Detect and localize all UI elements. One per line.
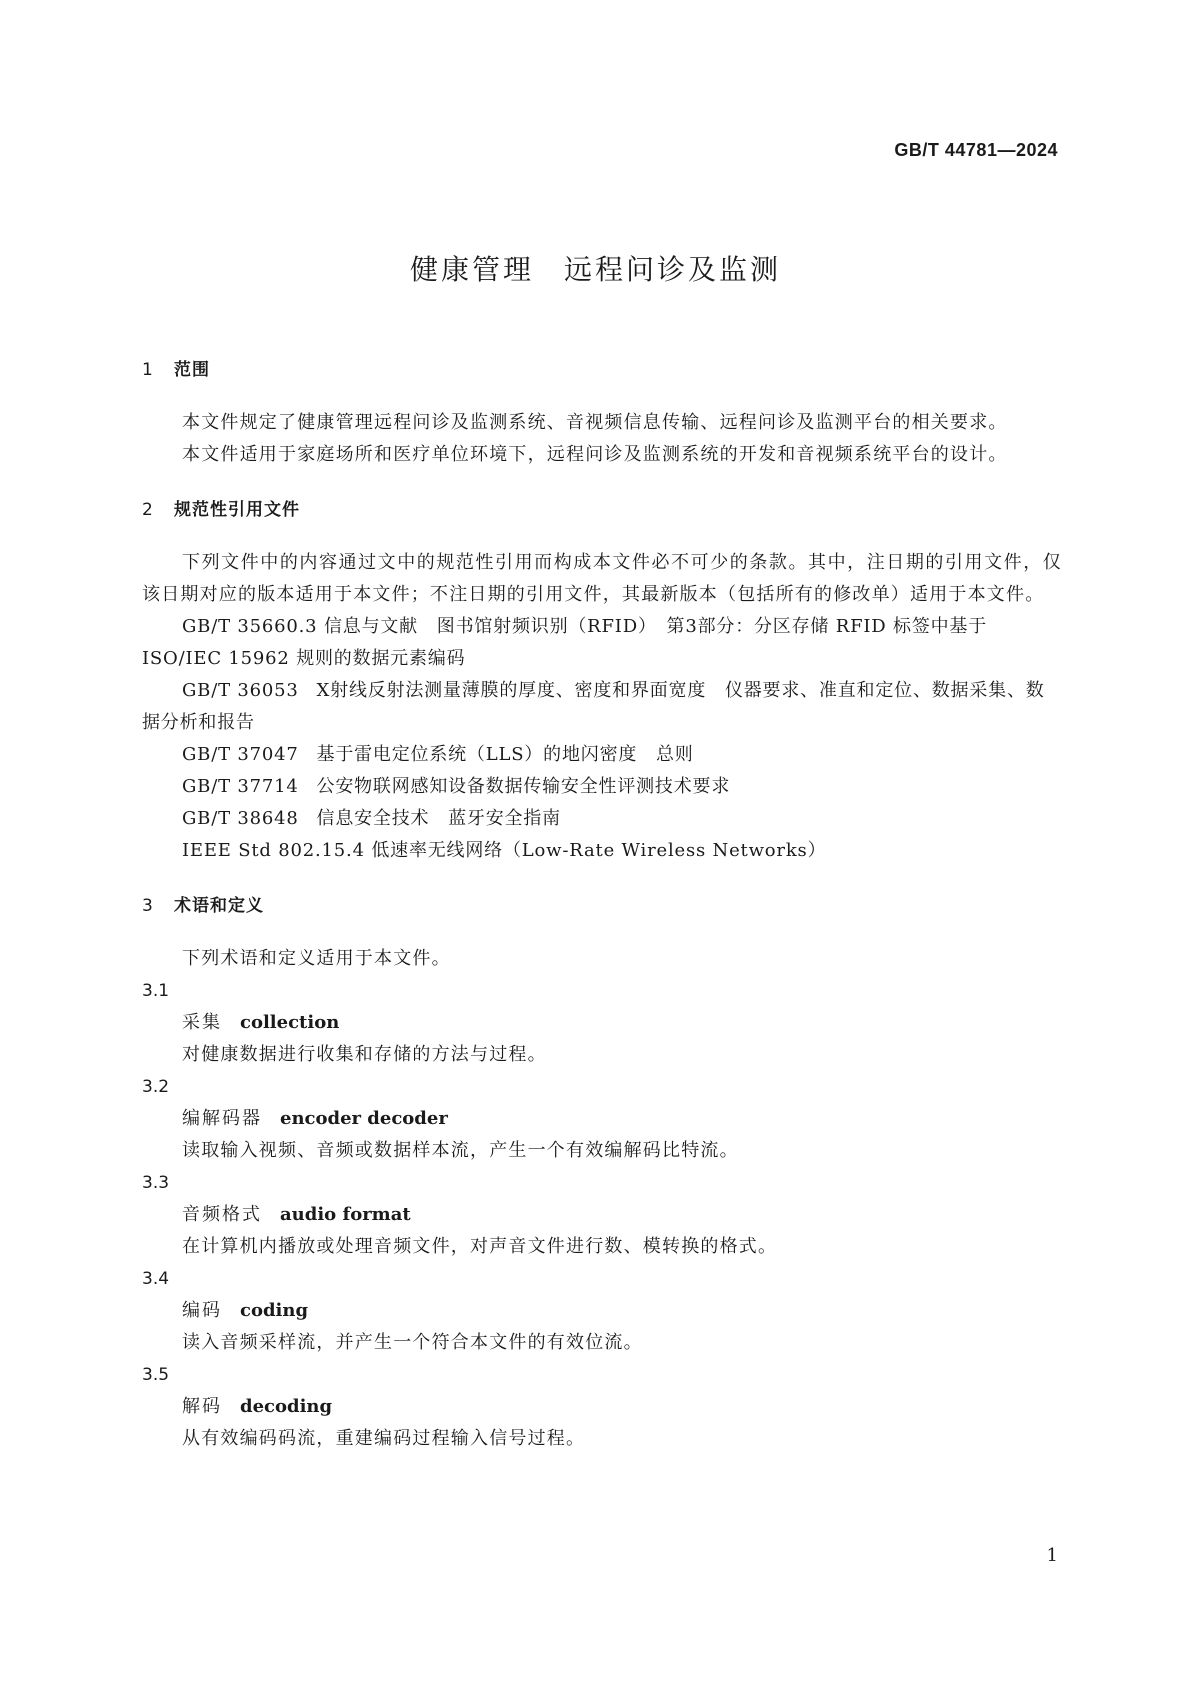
term-name-zh: 采集	[182, 1012, 222, 1033]
reference-title: 基于雷电定位系统（LLS）的地闪密度 总则	[316, 744, 694, 765]
section-number: 1	[142, 360, 154, 380]
term-name-en: audio format	[280, 1204, 411, 1225]
reference-title: X射线反射法测量薄膜的厚度、密度和界面宽度 仪器要求、准直和定位、数据采集、数据分析和报告	[142, 680, 1045, 733]
term-definition: 读取输入视频、音频或数据样本流，产生一个有效编解码比特流。	[182, 1140, 739, 1161]
document-body	[142, 355, 1062, 1455]
term-name-zh: 编码	[182, 1300, 222, 1321]
term-number: 3.5	[142, 1365, 170, 1385]
term-number: 3.3	[142, 1173, 170, 1193]
term-entry	[142, 1359, 1062, 1455]
title-part-2: 远程问诊及监测	[564, 253, 782, 286]
page-number: 1	[1046, 1545, 1058, 1566]
term-name-zh: 音频格式	[182, 1204, 262, 1225]
reference-item	[142, 835, 1062, 867]
term-name	[142, 1199, 1062, 1231]
section-2-heading	[142, 495, 1062, 525]
section-title: 范围	[174, 360, 210, 380]
term-name-zh: 编解码器	[182, 1108, 262, 1129]
section-1-heading	[142, 355, 1062, 385]
reference-code: IEEE Std 802.15.4	[182, 840, 365, 861]
reference-title: 公安物联网感知设备数据传输安全性评测技术要求	[316, 776, 731, 797]
reference-title: 信息安全技术 蓝牙安全指南	[316, 808, 561, 829]
term-name-zh: 解码	[182, 1396, 222, 1417]
title-part-1: 健康管理	[409, 253, 534, 286]
terms-intro: 下列术语和定义适用于本文件。	[182, 948, 451, 969]
term-entry	[142, 1167, 1062, 1263]
reference-code: GB/T 35660.3	[182, 616, 318, 637]
reference-code: GB/T 37714	[182, 776, 299, 797]
term-definition: 在计算机内播放或处理音频文件，对声音文件进行数、模转换的格式。	[182, 1236, 778, 1257]
term-number: 3.4	[142, 1269, 170, 1289]
term-name-en: collection	[240, 1012, 340, 1033]
term-definition: 读入音频采样流，并产生一个符合本文件的有效位流。	[182, 1332, 643, 1353]
term-name	[142, 1007, 1062, 1039]
reference-code: GB/T 36053	[182, 680, 299, 701]
reference-code: GB/T 37047	[182, 744, 299, 765]
section-number: 2	[142, 500, 154, 520]
reference-item	[142, 675, 1062, 739]
reference-item	[142, 803, 1062, 835]
term-definition: 从有效编码码流，重建编码过程输入信号过程。	[182, 1428, 586, 1449]
section-title: 术语和定义	[174, 896, 264, 916]
reference-item	[142, 611, 1062, 675]
scope-paragraph-2: 本文件适用于家庭场所和医疗单位环境下，远程问诊及监测系统的开发和音视频系统平台的设计。	[182, 444, 1008, 465]
term-name	[142, 1103, 1062, 1135]
document-title	[0, 248, 1191, 288]
term-name-en: encoder decoder	[280, 1108, 448, 1129]
term-name-en: decoding	[240, 1396, 333, 1417]
term-definition: 对健康数据进行收集和存储的方法与过程。	[182, 1044, 547, 1065]
reference-item	[142, 771, 1062, 803]
term-entry	[142, 1263, 1062, 1359]
section-3-heading	[142, 891, 1062, 921]
reference-item	[142, 739, 1062, 771]
term-entry	[142, 1071, 1062, 1167]
term-number: 3.2	[142, 1077, 170, 1097]
scope-paragraph-1: 本文件规定了健康管理远程问诊及监测系统、音视频信息传输、远程问诊及监测平台的相关要求。	[182, 412, 1008, 433]
term-number: 3.1	[142, 981, 170, 1001]
section-title: 规范性引用文件	[174, 500, 300, 520]
reference-code: GB/T 38648	[182, 808, 299, 829]
reference-title: 低速率无线网络（Low-Rate Wireless Networks）	[371, 840, 827, 861]
section-number: 3	[142, 896, 154, 916]
references-intro: 下列文件中的内容通过文中的规范性引用而构成本文件必不可少的条款。其中，注日期的引用文件，仅该日期对应的版本适用于本文件；不注日期的引用文件，其最新版本（包括所有的修改单）适用于本文件。	[142, 552, 1062, 605]
reference-title: 信息与文献 图书馆射频识别（RFID） 第3部分：分区存储 RFID 标签中基于 ISO/IEC 15962 规则的数据元素编码	[142, 616, 988, 669]
term-name	[142, 1295, 1062, 1327]
term-entry	[142, 975, 1062, 1071]
term-name-en: coding	[240, 1300, 309, 1321]
term-name	[142, 1391, 1062, 1423]
standard-code: GB/T 44781—2024	[894, 140, 1058, 160]
